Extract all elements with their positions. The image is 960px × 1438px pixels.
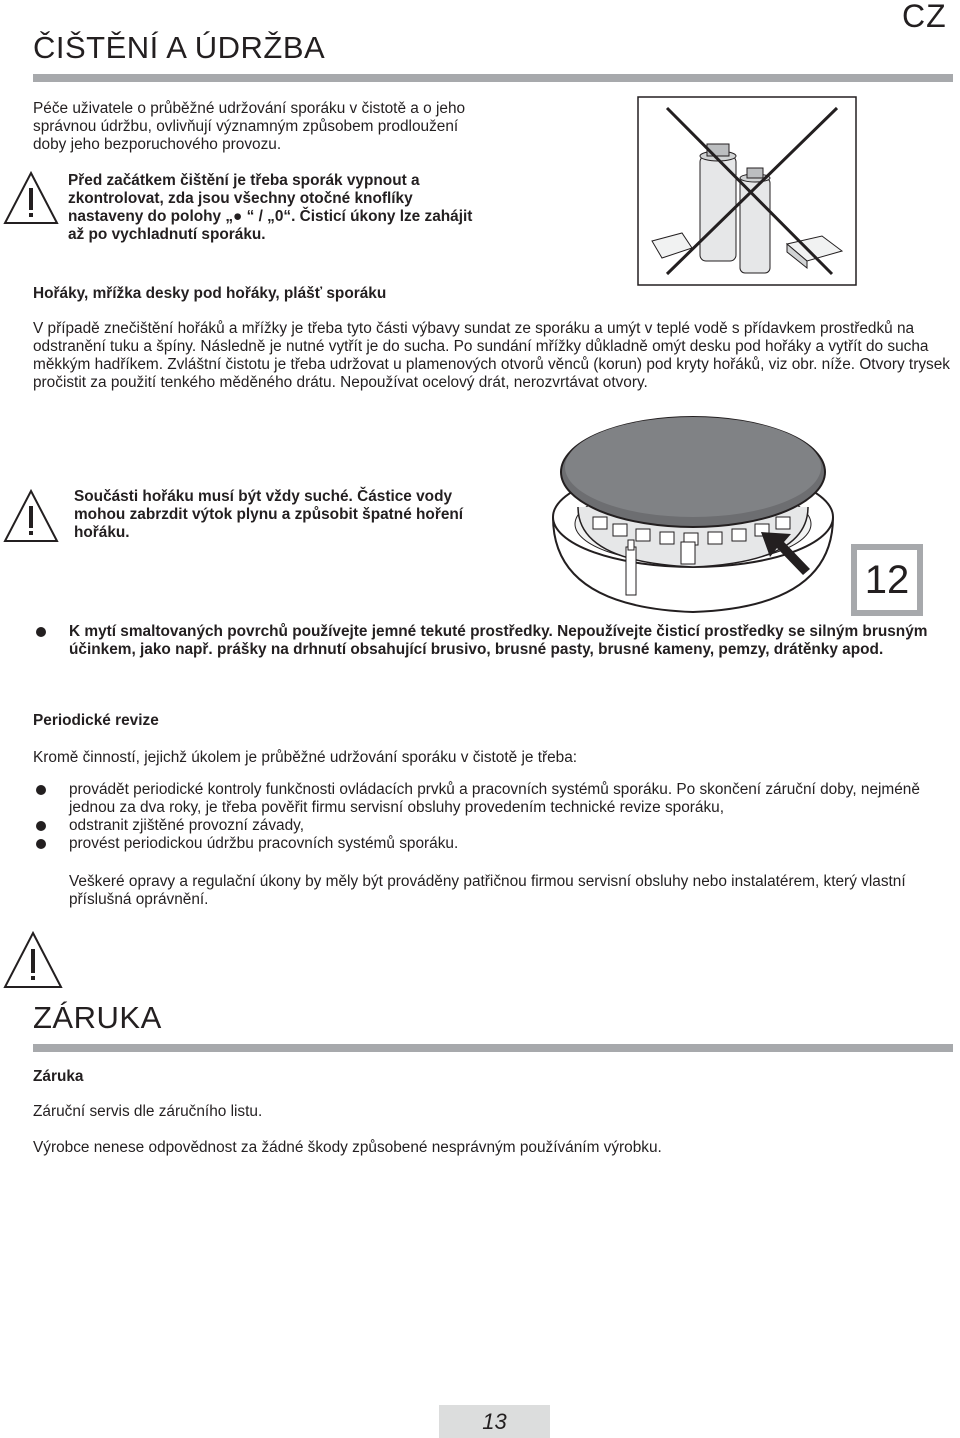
language-code: CZ xyxy=(902,0,947,34)
revisions-heading: Periodické revize xyxy=(33,712,159,729)
burners-heading: Hořáky, mřížka desky pod hořáky, plášť sporáku xyxy=(33,285,387,302)
no-abrasive-cleaners-illustration xyxy=(637,96,857,286)
warranty-divider xyxy=(33,1044,953,1052)
list-item: provést periodickou údržbu pracovních systémů sporáku. xyxy=(33,835,955,853)
revisions-intro: Kromě činností, jejichž úkolem je průběžné udržování sporáku v čistotě je třeba: xyxy=(33,749,578,766)
list-item: odstranit zjištěné provozní závady, xyxy=(33,817,955,835)
page-title: ČIŠTĚNÍ A ÚDRŽBA xyxy=(33,30,326,65)
list-item: K mytí smaltovaných povrchů používejte jemné tekuté prostředky. Nepoužívejte čisticí prostředky se silným brusným účinkem, jako např. prášky na drhnutí obsahující brusivo, brusné pasty, brusné kameny, pemzy, drátěnky apod. xyxy=(33,623,955,659)
burner-illustration xyxy=(548,412,838,617)
warranty-line-1: Záruční servis dle záručního listu. xyxy=(33,1103,263,1120)
burners-text: V případě znečištění hořáků a mřížky je třeba tyto části výbavy sundat ze sporáku a umýt v teplé vodě s přídavkem prostředků na odstranění tuku a špíny. Následně je nutné vytřít je do sucha. Po sundání mřížky důkladně omýt desku pod hořáky a vytřít do sucha měkkým hadříkem. Zvláštní čistotu je třeba udržovat u plamenových otvorů věnců (korun) pod kryty hořáků, viz obr. níže. Otvory trysek pročistit za použití tenkého měděného drátu. Nepoužívat ocelový drát, nerozvrtávat otvory. xyxy=(33,320,950,391)
warning-triangle-icon xyxy=(2,170,60,228)
page-number: 13 xyxy=(439,1405,550,1438)
warning-switch-off-text: Před začátkem čištění je třeba sporák vypnout a zkontrolovat, zda jsou všechny otočné knoflíky nastaveny do polohy „● “ / „0“. Čisticí úkony lze zahájit až po vychladnutí sporáku. xyxy=(68,172,473,243)
warranty-subheading: Záruka xyxy=(33,1068,84,1085)
list-item: provádět periodické kontroly funkčnosti ovládacích prvků a pracovních systémů sporáku. Po skončení záruční doby, nejméně jednou za dva roky, je třeba pověřit firmu servisní obsluhy provedením technické revize sporáku, xyxy=(33,781,955,817)
figure-number-badge xyxy=(851,544,923,616)
warning-triangle-icon xyxy=(2,930,64,992)
warranty-line-2: Výrobce nenese odpovědnost za žádné škody způsobené nesprávným používáním výrobku. xyxy=(33,1139,662,1156)
revisions-note: Veškeré opravy a regulační úkony by měly být prováděny patřičnou firmou servisní obsluhy nebo instalatérem, který vlastní příslušná oprávnění. xyxy=(69,873,906,908)
enamel-cleaning-note xyxy=(33,623,955,659)
intro-text: Péče uživatele o průběžné udržování sporáku v čistotě a o jeho správnou údržbu, ovlivňují významným způsobem prodloužení doby jeho bezporuchového provozu. xyxy=(33,100,466,153)
title-divider xyxy=(33,74,953,82)
revisions-list xyxy=(33,781,955,853)
warning-dry-parts-text: Součásti hořáku musí být vždy suché. Částice vody mohou zabrzdit výtok plynu a způsobit špatné hoření hořáku. xyxy=(74,488,464,541)
figure-number: 12 xyxy=(857,550,917,610)
warning-triangle-icon xyxy=(2,488,60,546)
warranty-title: ZÁRUKA xyxy=(33,1000,162,1035)
